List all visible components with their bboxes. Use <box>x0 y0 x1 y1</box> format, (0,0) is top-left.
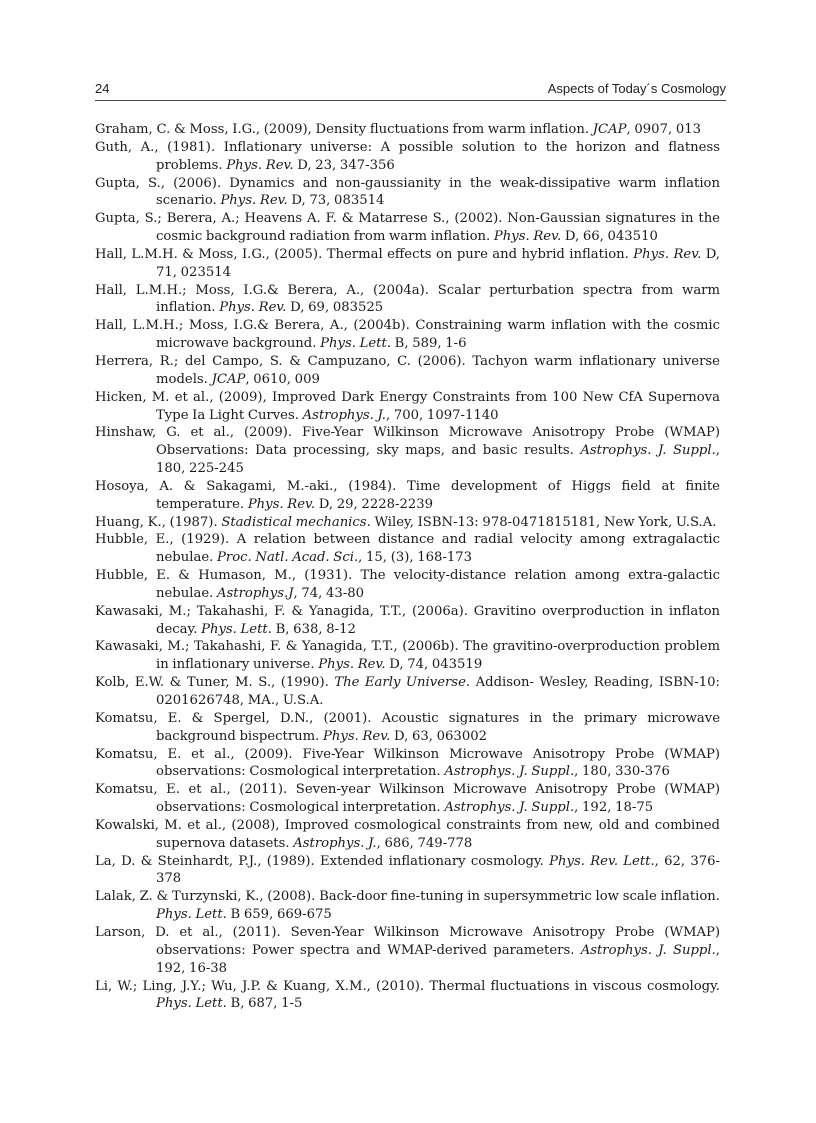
reference-entry <box>95 853 720 889</box>
reference-entry <box>95 567 720 603</box>
reference-citation: , 0610, 009 <box>245 371 320 387</box>
reference-text: Kawasaki, M.; Takahashi, F. & Yanagida, T.T., (2006a). Gravitino overproduction in inflaton decay. <box>95 603 720 637</box>
reference-text: Hubble, E., (1929). A relation between distance and radial velocity among extragalactic nebulae. <box>95 532 720 566</box>
reference-entry <box>95 674 720 710</box>
reference-text: Gupta, S., (2006). Dynamics and non-gaussianity in the weak-dissipative warm inflation scenario. <box>95 175 720 209</box>
reference-citation: , 180, 225-245 <box>156 443 720 477</box>
reference-text: Larson, D. et al., (2011). Seven-Year Wilkinson Microwave Anisotropy Probe (WMAP) observations: Power spectra and WMAP-derived parameters. <box>95 924 720 958</box>
reference-journal: Phys. Lett. <box>156 996 227 1012</box>
reference-text: Herrera, R.; del Campo, S. & Campuzano, C. (2006). Tachyon warm inflationary universe models. <box>95 353 720 387</box>
reference-entry <box>95 603 720 639</box>
reference-text: Kawasaki, M.; Takahashi, F. & Yanagida, T.T., (2006b). The gravitino-overproduction problem in inflationary universe. <box>95 639 720 673</box>
reference-entry <box>95 710 720 746</box>
reference-entry <box>95 514 720 532</box>
reference-text: Hall, L.M.H.; Moss, I.G.& Berera, A., (2004b). Constraining warm inflation with the cosmic microwave background. <box>95 318 720 352</box>
running-title: Aspects of Today´s Cosmology <box>547 81 726 96</box>
reference-text: Lalak, Z. & Turzynski, K., (2008). Back-door fine-tuning in supersymmetric low scale inflation. <box>95 889 720 905</box>
reference-text: Kowalski, M. et al., (2008), Improved cosmological constraints from new, old and combined supernova datasets. <box>95 817 720 851</box>
reference-citation: B, 638, 8-12 <box>271 621 356 637</box>
reference-text: Graham, C. & Moss, I.G., (2009), Density fluctuations from warm inflation. <box>95 122 593 137</box>
reference-text: Hosoya, A. & Sakagami, M.-aki., (1984). Time development of Higgs field at finite temperature. <box>95 478 720 512</box>
reference-citation: , 686, 749-778 <box>376 835 473 851</box>
reference-text: Hall, L.M.H.; Moss, I.G.& Berera, A., (2004a). Scalar perturbation spectra from warm inflation. <box>95 282 720 316</box>
reference-journal: Astrophys. J. <box>293 835 377 851</box>
reference-citation: D, 71, 023514 <box>156 246 720 280</box>
reference-journal: Proc. Natl. Acad. Sci. <box>217 550 359 566</box>
reference-citation: , 180, 330-376 <box>574 764 670 780</box>
reference-entry <box>95 246 720 282</box>
reference-entry <box>95 531 720 567</box>
page-header <box>95 80 726 101</box>
reference-text: Kolb, E.W. & Tuner, M. S., (1990). <box>95 675 335 691</box>
reference-journal: Phys. Rev. Lett. <box>549 853 655 869</box>
reference-text: Komatsu, E. et al., (2011). Seven-year Wilkinson Microwave Anisotropy Probe (WMAP) observations: Cosmological interpretation. <box>95 782 720 816</box>
reference-text: La, D. & Steinhardt, P.J., (1989). Extended inflationary cosmology. <box>95 853 550 869</box>
reference-citation: , 700, 1097-1140 <box>385 407 499 423</box>
reference-list <box>95 121 720 1013</box>
reference-citation: B, 589, 1-6 <box>390 336 467 352</box>
reference-citation: , 0907, 013 <box>626 122 702 137</box>
reference-entry <box>95 978 720 1014</box>
reference-entry <box>95 210 720 246</box>
reference-entry <box>95 282 720 318</box>
reference-journal: JCAP <box>211 371 246 387</box>
reference-entry <box>95 478 720 514</box>
reference-text: Hicken, M. et al., (2009), Improved Dark Energy Constraints from 100 New CfA Supernova Type Ia Light Curves. <box>95 389 720 423</box>
reference-text: Hinshaw, G. et al., (2009). Five-Year Wilkinson Microwave Anisotropy Probe (WMAP) Observations: Data processing, sky maps, and basic results. <box>95 425 720 459</box>
reference-text: Li, W.; Ling, J.Y.; Wu, J.P. & Kuang, X.M., (2010). Thermal fluctuations in viscous cosmology. <box>95 978 720 994</box>
reference-text: Guth, A., (1981). Inflationary universe: A possible solution to the horizon and flatness problems. <box>95 139 720 173</box>
reference-entry <box>95 317 720 353</box>
reference-journal: Phys. Lett. <box>156 907 227 923</box>
reference-citation: D, 73, 083514 <box>287 193 385 209</box>
reference-journal: Astrophys. J. Suppl. <box>444 764 575 780</box>
reference-entry <box>95 817 720 853</box>
reference-entry <box>95 353 720 389</box>
reference-journal: Phys. Rev. <box>226 157 294 173</box>
reference-entry <box>95 424 720 478</box>
reference-journal: The Early Universe <box>334 675 466 691</box>
reference-text: Hubble, E. & Humason, M., (1931). The velocity-distance relation among extra-galactic nebulae. <box>95 568 720 601</box>
reference-text: Gupta, S.; Berera, A.; Heavens A. F. & Matarrese S., (2002). Non-Gaussian signatures in the cosmic background radiation from warm inflation. <box>95 211 720 245</box>
reference-journal: Phys. Rev. <box>219 300 287 316</box>
reference-citation: . Wiley, ISBN-13: 978-0471815181, New York, U.S.A. <box>366 514 717 530</box>
reference-citation: , 74, 43-80 <box>293 585 365 601</box>
reference-journal: Astrophys. J. Suppl. <box>580 942 716 958</box>
reference-text: Hall, L.M.H. & Moss, I.G., (2005). Thermal effects on pure and hybrid inflation. <box>95 246 634 262</box>
reference-journal: Phys. Rev. <box>493 229 562 245</box>
reference-journal: Astrophys. J. Suppl. <box>444 800 575 816</box>
reference-journal: Stadistical mechanics <box>221 514 367 530</box>
reference-entry <box>95 121 720 139</box>
reference-entry <box>95 888 720 924</box>
reference-journal: Phys. Rev. <box>247 496 316 512</box>
reference-journal: Phys. Rev. <box>323 728 391 744</box>
reference-journal: Astrophys.J <box>217 585 294 601</box>
reference-journal: Astrophys. J. <box>302 407 386 423</box>
reference-journal: Phys. Lett. <box>320 336 391 352</box>
reference-text: Komatsu, E. et al., (2009). Five-Year Wilkinson Microwave Anisotropy Probe (WMAP) observations: Cosmological interpretation. <box>95 746 720 780</box>
reference-entry <box>95 638 720 674</box>
reference-entry <box>95 389 720 425</box>
reference-entry <box>95 746 720 782</box>
reference-citation: D, 66, 043510 <box>561 229 658 245</box>
reference-citation: B, 687, 1-5 <box>226 996 303 1012</box>
reference-citation: D, 23, 347-356 <box>293 157 395 173</box>
reference-citation: B 659, 669-675 <box>226 907 332 923</box>
reference-citation: D, 69, 083525 <box>286 300 384 316</box>
reference-citation: D, 63, 063002 <box>390 728 487 744</box>
reference-entry <box>95 139 720 175</box>
reference-journal: Phys. Rev. <box>318 657 386 673</box>
reference-journal: Astrophys. J. Suppl. <box>580 443 716 459</box>
reference-text: Komatsu, E. & Spergel, D.N., (2001). Acoustic signatures in the primary microwave background bispectrum. <box>95 710 720 744</box>
reference-citation: , 192, 16-38 <box>156 942 720 976</box>
reference-journal: Phys. Rev. <box>633 246 702 262</box>
page-number: 24 <box>95 81 110 96</box>
reference-citation: D, 74, 043519 <box>385 657 483 673</box>
reference-journal: Phys. Lett. <box>201 621 272 637</box>
reference-citation: , 192, 18-75 <box>574 800 654 816</box>
reference-text: Huang, K., (1987). <box>95 514 222 530</box>
reference-entry <box>95 781 720 817</box>
reference-citation: . Addison- Wesley, Reading, ISBN-10: 0201626748, MA., U.S.A. <box>156 675 720 708</box>
reference-journal: JCAP <box>592 122 627 137</box>
reference-citation: , 15, (3), 168-173 <box>358 550 473 566</box>
reference-journal: Phys. Rev. <box>220 193 288 209</box>
reference-entry <box>95 175 720 211</box>
reference-citation: , 62, 376-378 <box>156 853 720 887</box>
reference-entry <box>95 924 720 978</box>
reference-citation: D, 29, 2228-2239 <box>315 496 434 512</box>
